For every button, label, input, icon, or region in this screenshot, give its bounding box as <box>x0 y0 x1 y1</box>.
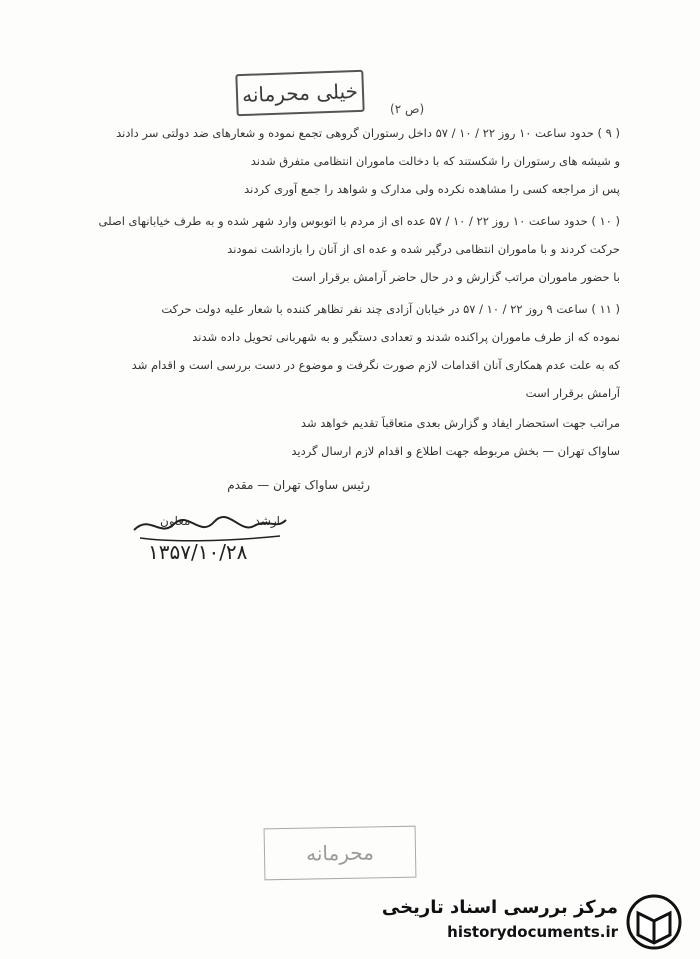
watermark-name: مرکز بررسی اسناد تاریخی <box>381 897 618 918</box>
paragraph-line: آرامش برقرار است <box>525 386 620 400</box>
closing-line: ساواک تهران — بخش مربوطه جهت اطلاع و اقدام لازم ارسال گردید <box>291 444 620 458</box>
paragraph-line: ( ۱۱ ) ساعت ۹ روز ۲۲ / ۱۰ / ۵۷ در خیابان آزادی چند نفر تظاهر کننده با شعار علیه دولت حرکت <box>161 302 620 316</box>
closing-line: مراتب جهت استحضار ایفاد و گزارش بعدی متعاقباً تقدیم خواهد شد <box>300 416 620 430</box>
page-number: (ص ۲) <box>390 102 425 116</box>
paragraph-line: و شیشه های رستوران را شکستند که با دخالت ماموران انتظامی متفرق شدند <box>250 154 620 168</box>
bottom-stamp <box>264 826 417 881</box>
watermark-url: historydocuments.ir <box>447 923 618 941</box>
paragraph-line: ( ۹ ) حدود ساعت ۱۰ روز ۲۲ / ۱۰ / ۵۷ داخل رستوران گروهی تجمع نموده و شعارهای ضد دولتی سر دادند <box>116 126 620 140</box>
confidential-stamp-text: خیلی محرمانه <box>241 78 359 108</box>
bottom-stamp-text: محرمانه <box>305 840 375 866</box>
book-logo-icon <box>624 893 684 951</box>
paragraph-line: نموده که از طرف ماموران پراکنده شدند و تعدادی دستگیر و به شهربانی تحویل داده شدند <box>192 330 620 344</box>
paragraph-line: حرکت کردند و با ماموران انتظامی درگیر شده و عده ای از آنان را بازداشت نمودند <box>227 242 620 256</box>
confidential-stamp <box>235 70 364 116</box>
paragraph-line: پس از مراجعه کسی را مشاهده نکرده ولی مدارک و شواهد را جمع آوری کردند <box>244 182 620 196</box>
signature-title: معاون <box>160 514 191 528</box>
paragraph-line: که به علت عدم همکاری آنان اقدامات لازم صورت نگرفت و موضوع در دست بررسی است و اقدام شد <box>131 358 620 372</box>
paragraph-line: ( ۱۰ ) حدود ساعت ۱۰ روز ۲۲ / ۱۰ / ۵۷ عده ای از مردم با اتوبوس وارد شهر شده و به طرف خیابانهای اصلی <box>98 214 620 228</box>
handwritten-date: ۱۳۵۷/۱۰/۲۸ <box>148 540 248 564</box>
signature-line: رئیس ساواک تهران — مقدم <box>227 478 370 492</box>
signature-role: ارشد <box>254 514 280 528</box>
paragraph-line: با حضور ماموران مراتب گزارش و در حال حاضر آرامش برقرار است <box>291 270 620 284</box>
watermark <box>381 897 690 947</box>
